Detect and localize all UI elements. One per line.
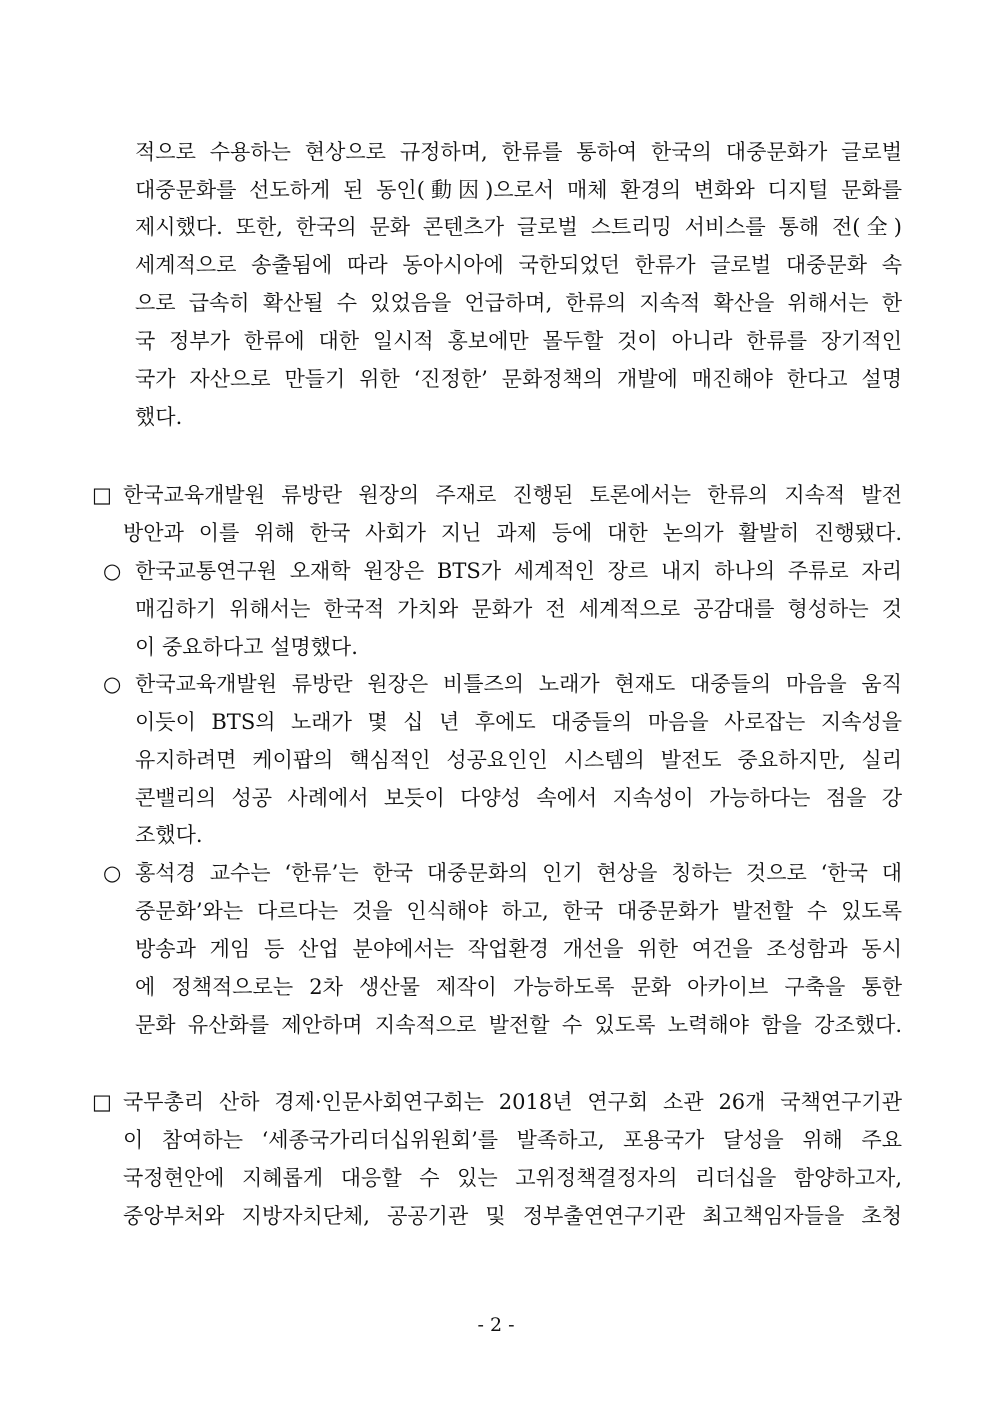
item1-line: 이 중요하다고 설명했다. bbox=[135, 635, 358, 659]
intro-line: 제시했다. 또한, 한국의 문화 콘텐츠가 글로벌 스트리밍 서비스를 통해 전(全) bbox=[135, 215, 902, 239]
section2-line: 국정현안에 지혜롭게 대응할 수 있는 고위정책결정자의 리더십을 함양하고자, bbox=[123, 1166, 902, 1190]
item3-line: 방송과 게임 등 산업 분야에서는 작업환경 개선을 위한 여건을 조성함과 동시 bbox=[135, 937, 902, 961]
item2-line: 유지하려면 케이팝의 핵심적인 성공요인인 시스템의 발전도 중요하지만, 실리 bbox=[135, 748, 902, 772]
circle-bullet-icon: ○ bbox=[103, 672, 122, 696]
circle-bullet-icon: ○ bbox=[103, 861, 122, 885]
section2-line: 이 참여하는 ‘세종국가리더십위원회’를 발족하고, 포용국가 달성을 위해 주요 bbox=[123, 1128, 902, 1152]
item1-line: 매김하기 위해서는 한국적 가치와 문화가 전 세계적으로 공감대를 형성하는 것 bbox=[135, 597, 902, 621]
square-bullet-icon: □ bbox=[92, 483, 112, 507]
page-number: - 2 - bbox=[477, 1314, 515, 1336]
item3-line: 중문화’와는 다르다는 것을 인식해야 하고, 한국 대중문화가 발전할 수 있도록 bbox=[135, 899, 902, 923]
item2-line: 한국교육개발원 류방란 원장은 비틀즈의 노래가 현재도 대중들의 마음을 움직 bbox=[135, 672, 902, 696]
intro-line: 세계적으로 송출됨에 따라 동아시아에 국한되었던 한류가 글로벌 대중문화 속 bbox=[135, 253, 902, 277]
section2-line: 국무총리 산하 경제·인문사회연구회는 2018년 연구회 소관 26개 국책연구기관 bbox=[123, 1090, 902, 1114]
item2-line: 이듯이 BTS의 노래가 몇 십 년 후에도 대중들의 마음을 사로잡는 지속성을 bbox=[135, 710, 902, 734]
square-bullet-icon: □ bbox=[92, 1090, 112, 1114]
item3-line: 에 정책적으로는 2차 생산물 제작이 가능하도록 문화 아카이브 구축을 통한 bbox=[135, 975, 902, 999]
item3-line: 홍석경 교수는 ‘한류’는 한국 대중문화의 인기 현상을 칭하는 것으로 ‘한국 대 bbox=[135, 861, 902, 885]
circle-bullet-icon: ○ bbox=[103, 559, 122, 583]
item1-line: 한국교통연구원 오재학 원장은 BTS가 세계적인 장르 내지 하나의 주류로 자리 bbox=[135, 559, 902, 583]
intro-line: 으로 급속히 확산될 수 있었음을 언급하며, 한류의 지속적 확산을 위해서는 한 bbox=[135, 291, 902, 315]
intro-line: 했다. bbox=[135, 405, 183, 429]
intro-line: 적으로 수용하는 현상으로 규정하며, 한류를 통하여 한국의 대중문화가 글로벌 bbox=[135, 140, 902, 164]
intro-line: 국 정부가 한류에 대한 일시적 홍보에만 몰두할 것이 아니라 한류를 장기적인 bbox=[135, 329, 902, 353]
item2-line: 콘밸리의 성공 사례에서 보듯이 다양성 속에서 지속성이 가능하다는 점을 강 bbox=[135, 786, 902, 810]
item2-line: 조했다. bbox=[135, 823, 203, 847]
section1-line: 한국교육개발원 류방란 원장의 주재로 진행된 토론에서는 한류의 지속적 발전 bbox=[123, 483, 902, 507]
section1-line: 방안과 이를 위해 한국 사회가 지닌 과제 등에 대한 논의가 활발히 진행됐다. bbox=[123, 521, 902, 545]
item3-line: 문화 유산화를 제안하며 지속적으로 발전할 수 있도록 노력해야 함을 강조했다. bbox=[135, 1013, 902, 1037]
section2-line: 중앙부처와 지방자치단체, 공공기관 및 정부출연연구기관 최고책임자들을 초청 bbox=[123, 1204, 902, 1228]
intro-line: 국가 자산으로 만들기 위한 ‘진정한’ 문화정책의 개발에 매진해야 한다고 설명 bbox=[135, 367, 902, 391]
intro-line: 대중문화를 선도하게 된 동인(動因)으로서 매체 환경의 변화와 디지털 문화를 bbox=[135, 178, 902, 202]
